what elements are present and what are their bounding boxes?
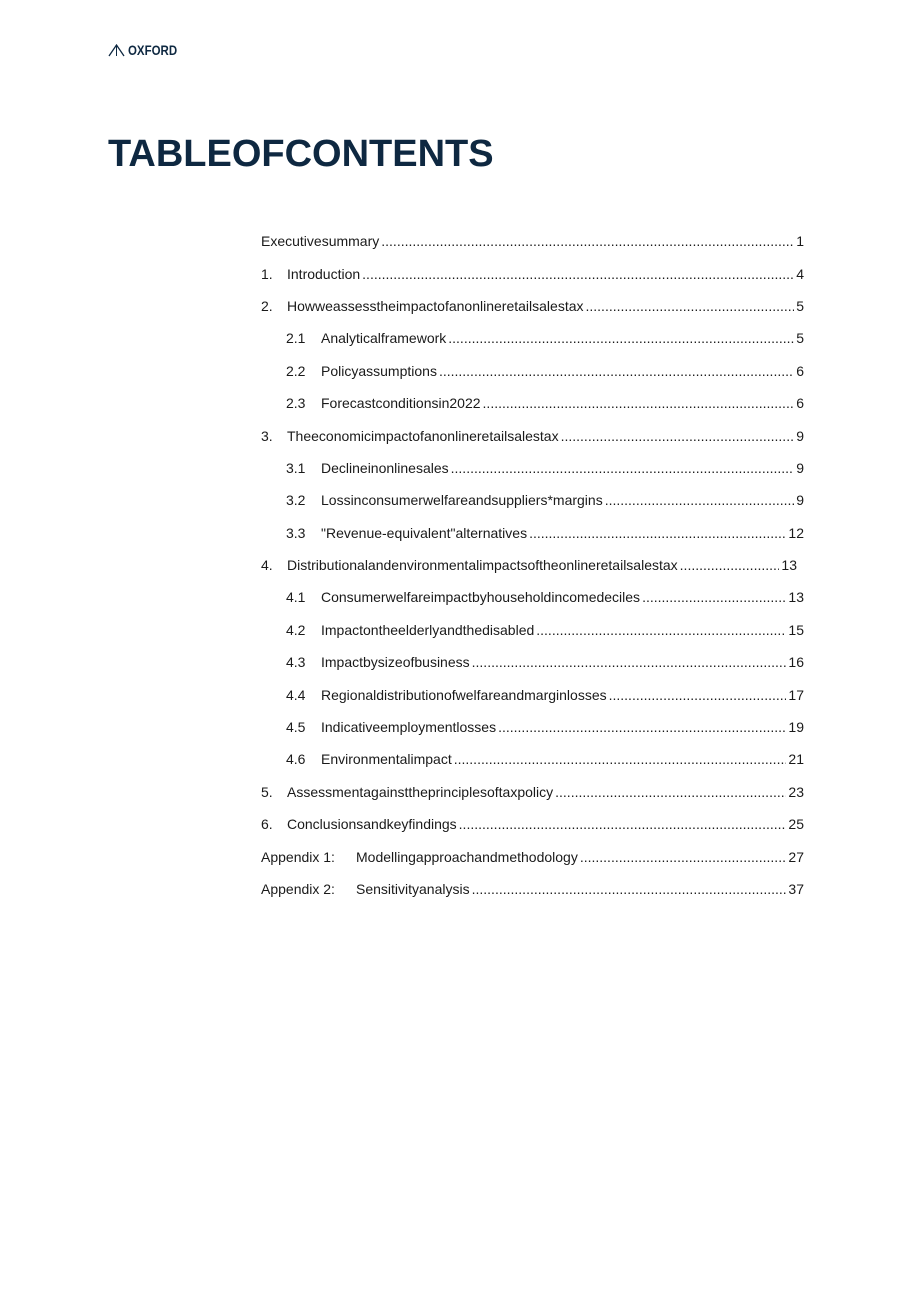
toc-leader-dots [529,525,786,541]
toc-entry-number: 4.3 [286,654,306,671]
toc-entry-policy-assumptions[interactable] [261,355,804,387]
toc-entry-number: 3.1 [286,459,306,476]
oxford-logo-text: OXFORD [128,42,178,58]
toc-leader-dots [459,816,787,832]
toc-entry-economic-impact[interactable] [261,419,804,451]
toc-entry-number: Appendix 2: [261,881,335,897]
toc-entry-label: Modellingapproachandmethodology [356,848,578,865]
toc-leader-dots [498,719,786,735]
toc-entry-conclusions[interactable] [261,808,804,840]
toc-entry-label: Distributionalandenvironmentalimpactsoftheonlineretailsalestax [287,557,678,574]
toc-entry-label: Sensitivityanalysis [356,881,470,897]
toc-entry-label: Introduction [287,265,361,282]
toc-entry-page: 9 [796,492,804,509]
toc-entry-page: 13 [781,557,797,574]
table-of-contents [261,225,804,905]
toc-entry-label: Environmentalimpact [321,751,452,768]
toc-entry-how-we-assess[interactable] [261,290,804,322]
toc-entry-number: 1. [261,265,273,282]
toc-entry-page: 13 [788,589,804,606]
toc-entry-decline-online-sales[interactable] [261,452,804,484]
toc-entry-page: 15 [788,621,804,638]
toc-entry-number: 4.6 [286,751,306,768]
toc-entry-household-income-deciles[interactable] [261,581,804,613]
toc-entry-executive-summary[interactable] [261,225,804,257]
toc-entry-page: 6 [796,362,804,379]
toc-entry-number: 6. [261,816,273,833]
toc-entry-page: 6 [796,395,804,412]
toc-leader-dots [472,654,787,670]
toc-entry-number: 3.2 [286,492,306,509]
toc-entry-label: Indicativeemploymentlosses [321,719,497,736]
toc-entry-number: 4.4 [286,686,306,703]
toc-entry-number: 4.1 [286,589,306,606]
toc-entry-number: 3. [261,427,273,444]
toc-entry-label: Executivesummary [261,233,380,250]
toc-entry-label: Assessmentagainsttheprinciplesoftaxpolicy [287,783,554,800]
toc-entry-page: 5 [796,297,804,314]
toc-entry-number: 2.2 [286,362,306,379]
oxford-logo [108,42,188,58]
page-title: TABLEOFCONTENTS [108,133,494,175]
toc-entry-distributional-impacts[interactable] [261,549,797,581]
toc-leader-dots [362,266,794,282]
toc-entry-number: 4.5 [286,719,306,736]
toc-entry-number: 2.3 [286,395,306,412]
toc-entry-page: 9 [796,427,804,444]
toc-entry-page: 25 [788,816,804,833]
toc-leader-dots [454,751,787,767]
toc-entry-number: 2.1 [286,330,306,347]
toc-leader-dots [586,298,795,314]
toc-entry-label: Policyassumptions [321,362,437,379]
toc-entry-page: 16 [788,654,804,671]
toc-entry-page: 12 [788,524,804,541]
toc-entry-page: 23 [788,783,804,800]
toc-entry-loss-consumer-welfare[interactable] [261,484,804,516]
toc-leader-dots [642,589,786,605]
toc-entry-employment-losses[interactable] [261,711,804,743]
toc-leader-dots [605,492,795,508]
toc-entry-label: Consumerwelfareimpactbyhouseholdincomedeciles [321,589,641,606]
toc-leader-dots [561,428,795,444]
toc-entry-label: Theeconomicimpactofanonlineretailsalestax [287,427,559,444]
toc-entry-page: 9 [796,459,804,476]
toc-leader-dots [472,881,787,897]
toc-leader-dots [680,557,780,573]
toc-entry-label: Declineinonlinesales [321,459,449,476]
toc-entry-number: 2. [261,297,273,314]
toc-entry-appendix-1[interactable] [261,840,804,872]
oxford-logo-mark-icon [108,43,125,57]
toc-entry-forecast-conditions[interactable] [261,387,804,419]
toc-leader-dots [451,460,795,476]
toc-leader-dots [580,849,787,865]
toc-entry-page: 5 [796,330,804,347]
toc-entry-introduction[interactable] [261,257,804,289]
toc-entry-label: Conclusionsandkeyfindings [287,816,457,833]
toc-leader-dots [536,622,786,638]
toc-entry-revenue-equivalent[interactable] [261,517,804,549]
toc-entry-label: Forecastconditionsin2022 [321,395,481,412]
toc-entry-label: Lossinconsumerwelfareandsuppliers*margins [321,492,603,509]
toc-entry-size-of-business[interactable] [261,646,804,678]
toc-entry-label: Analyticalframework [321,330,447,347]
toc-leader-dots [555,784,786,800]
toc-entry-number: 3.3 [286,524,306,541]
toc-entry-page: 19 [788,719,804,736]
toc-entry-tax-policy-principles[interactable] [261,776,804,808]
toc-leader-dots [609,687,787,703]
toc-entry-number: 5. [261,783,273,800]
toc-entry-environmental-impact[interactable] [261,743,804,775]
toc-entry-regional-distribution[interactable] [261,678,804,710]
toc-entry-label: Impactontheelderlyandthedisabled [321,621,535,638]
toc-entry-label: "Revenue-equivalent"alternatives [321,524,528,541]
toc-entry-page: 1 [796,233,804,250]
toc-entry-page: 4 [796,265,804,282]
toc-entry-label: Howweassesstheimpactofanonlineretailsalestax [287,297,584,314]
toc-leader-dots [448,330,794,346]
toc-entry-number: Appendix 1: [261,848,335,865]
toc-entry-label: Impactbysizeofbusiness [321,654,470,671]
toc-leader-dots [483,395,795,411]
toc-entry-analytical-framework[interactable] [261,322,804,354]
toc-leader-dots [439,363,794,379]
toc-entry-page: 27 [788,848,804,865]
toc-entry-page: 21 [788,751,804,768]
toc-entry-label: Regionaldistributionofwelfareandmarginlosses [321,686,607,703]
toc-entry-elderly-disabled[interactable] [261,614,804,646]
toc-leader-dots [381,233,794,249]
toc-entry-number: 4. [261,557,273,574]
toc-entry-number: 4.2 [286,621,306,638]
toc-entry-appendix-2[interactable] [261,873,804,905]
toc-entry-page: 37 [788,881,804,897]
toc-entry-page: 17 [788,686,804,703]
